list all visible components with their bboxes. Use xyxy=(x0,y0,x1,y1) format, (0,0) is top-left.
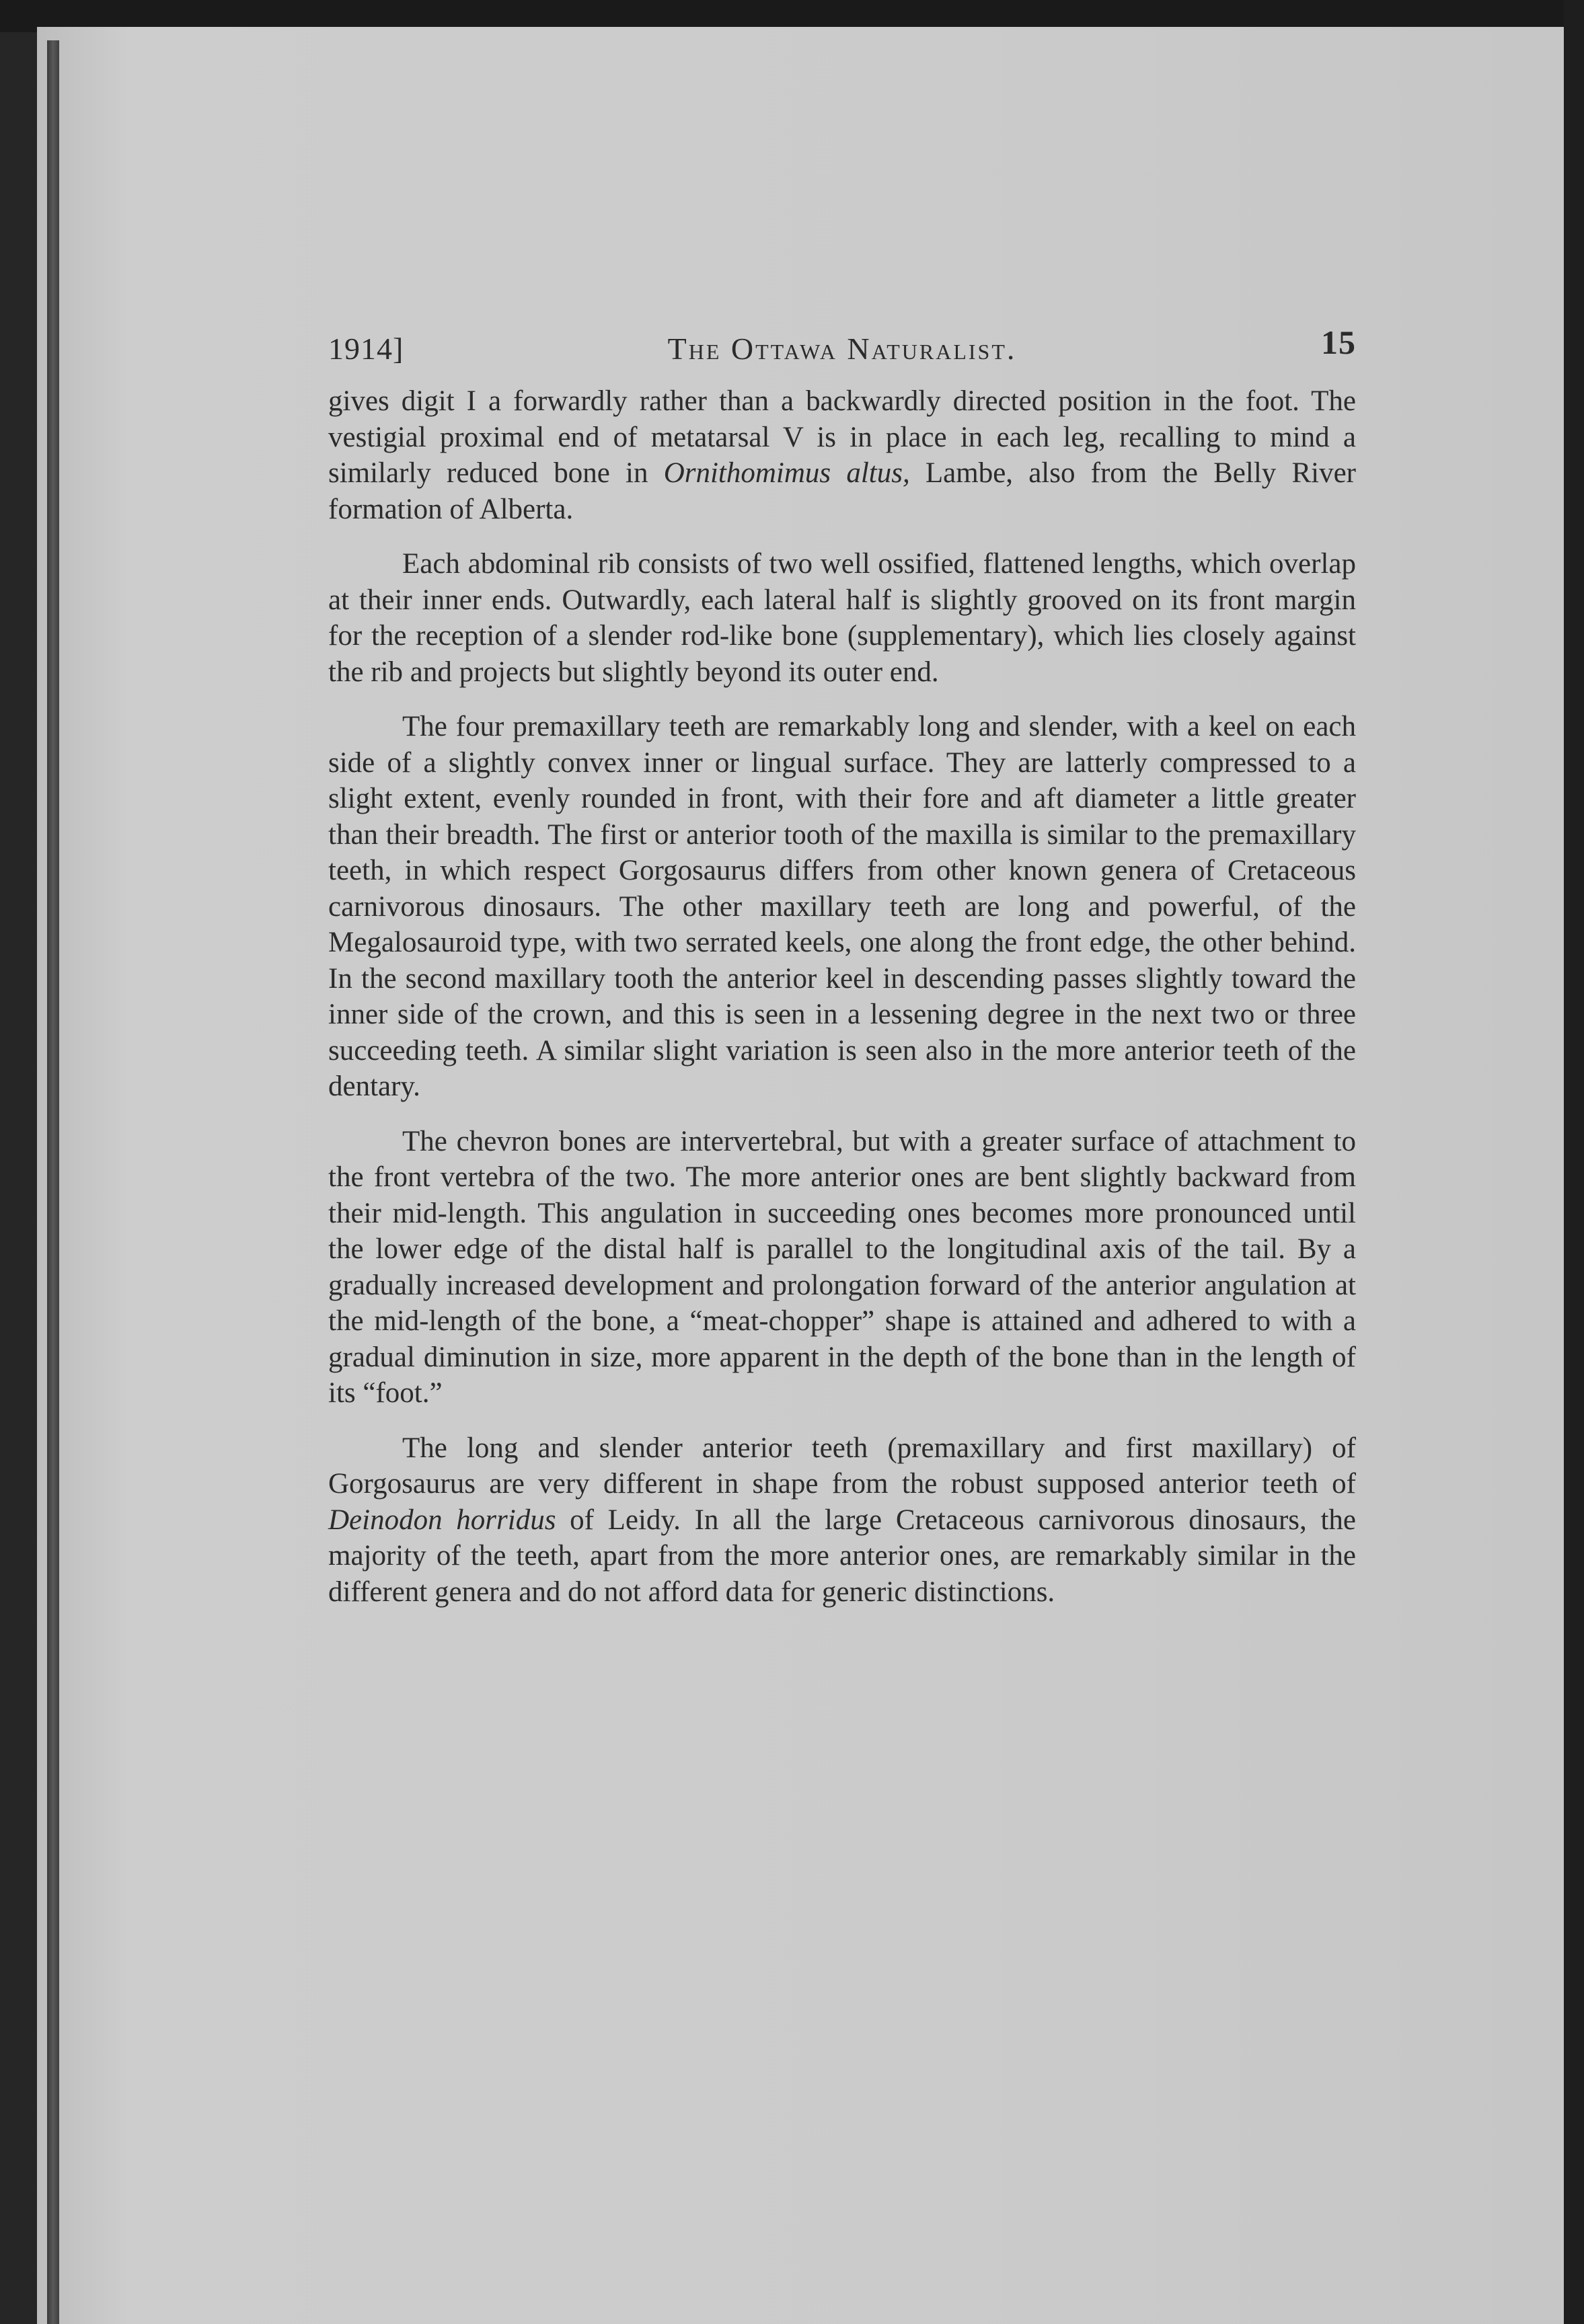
species-name: Deinodon horridus xyxy=(328,1504,556,1536)
header-year: 1914] xyxy=(328,332,404,366)
journal-title: The Ottawa Naturalist. xyxy=(667,332,1017,366)
running-head xyxy=(328,323,1356,370)
paragraph: The long and slender anterior teeth (premaxillary and first maxillary) of Gorgosaurus are very different in shape from the robust supposed anterior teeth of Deinodon horridus of Leidy. In all the large Cretaceous carnivorous dinosaurs, the majority of the teeth, apart from the more anterior ones, are remarkably similar in the different genera and do not afford data for generic distinctions. xyxy=(328,1432,1357,1608)
paragraph: The chevron bones are intervertebral, but with a greater surface of attachment to the front vertebra of the two. The more anterior ones are bent slightly backward from their mid-length. This angulation in succeeding ones becomes more pronounced until the lower edge of the distal half is parallel to the longitudinal axis of the tail. By a gradually increased development and prolongation forward of the anterior angulation at the mid-length of the bone, a “meat-chopper” shape is attained and adhered to with a gradual diminution in size, more apparent in the depth of the bone than in the length of its “foot.” xyxy=(328,1125,1356,1409)
binding-edge xyxy=(47,40,59,2324)
scan-right-border xyxy=(1564,0,1584,2324)
paragraph: Each abdominal rib consists of two well ossified, flattened lengths, which overlap at their inner ends. Outwardly, each lateral half is slightly grooved on its front margin for the reception of a slender rod-like bone (supplementary), which lies closely against the rib and projects but slightly beyond its outer end. xyxy=(328,548,1356,688)
species-name: Ornithomimus altus, xyxy=(663,457,910,489)
page-number: 15 xyxy=(1321,323,1356,361)
paragraph: The four premaxillary teeth are remarkably long and slender, with a keel on each side of a slightly convex inner or lingual surface. They are latterly compressed to a slight extent, evenly rounded in front, with their fore and aft diameter a little greater than their breadth. The first or anterior tooth of the maxilla is similar to the premaxillary teeth, in which respect Gorgosaurus differs from other known genera of Cretaceous carnivorous dinosaurs. The other maxillary teeth are long and powerful, of the Megalosauroid type, with two serrated keels, one along the front edge, the other behind. In the second maxillary tooth the anterior keel in descending passes slightly toward the inner side of the crown, and this is seen in a lessening degree in the next two or three succeeding teeth. A similar slight variation is seen also in the more anterior teeth of the dentary. xyxy=(328,711,1356,1102)
paragraph: gives digit I a forwardly rather than a backwardly directed position in the foot. The vestigial proximal end of metatarsal V is in place in each leg, recalling to mind a similarly reduced bone in Ornithomimus altus, Lambe, also from the Belly River formation of Alberta. xyxy=(328,385,1356,525)
page-content xyxy=(328,323,1356,1610)
